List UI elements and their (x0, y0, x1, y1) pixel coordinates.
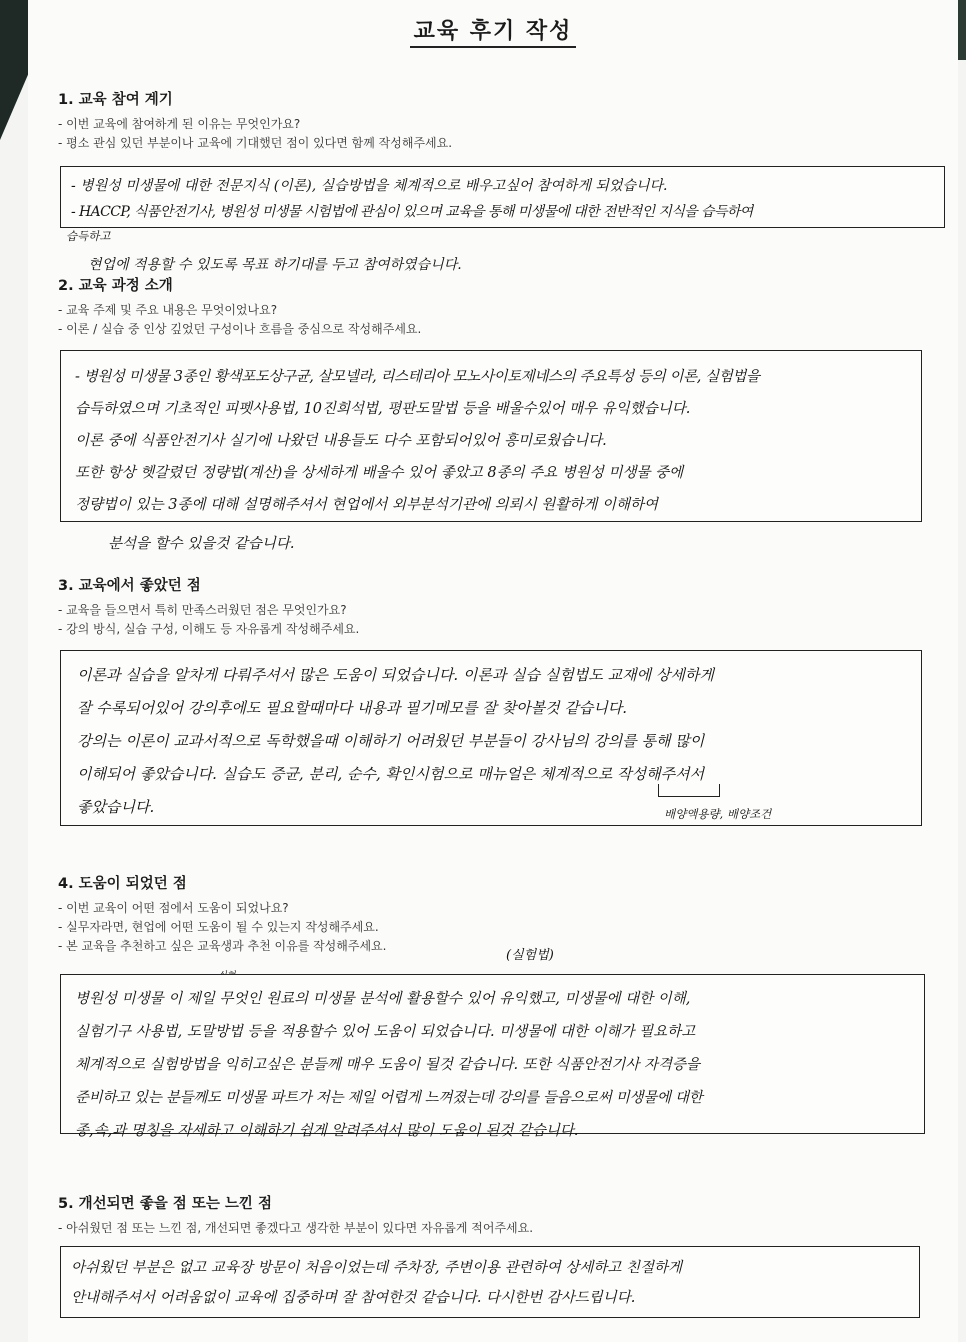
section-4-hint-3: - 본 교육을 추천하고 싶은 교육생과 추천 이유를 작성해주세요. (58, 939, 387, 953)
section-5-answer-line-1: 아쉬웠던 부분은 없고 교육장 방문이 처음이었는데 주차장, 주변이용 관련하여 상세하고 친절하게 (71, 1260, 682, 1276)
section-1-title: 1. 교육 참여 계기 (58, 92, 173, 108)
section-5-hint-1: - 아쉬웠던 점 또는 느낀 점, 개선되면 좋겠다고 생각한 부분이 있다면 자유롭게 적어주세요. (58, 1221, 534, 1235)
section-3-hint-2: - 강의 방식, 실습 구성, 이해도 등 자유롭게 작성해주세요. (58, 622, 360, 636)
section-2-answer-line-6: 분석을 할수 있을것 같습니다. (108, 536, 295, 552)
section-2-answer-line-1: - 병원성 미생물 3종인 황색포도상구균, 살모넬라, 리스테리아 모노사이토제네스의 주요특성 등의 이론, 실험법을 (75, 369, 760, 385)
section-3-answer-line-3: 강의는 이론이 교과서적으로 독학했을때 이해하기 어려웠던 부분들이 강사님의 강의를 통해 많이 (77, 732, 705, 750)
section-4-hint-1: - 이번 교육이 어떤 점에서 도움이 되었나요? (58, 901, 289, 915)
section-2-answer-box (60, 350, 922, 522)
section-2-answer-line-5: 정량법이 있는 3종에 대해 설명해주셔서 현업에서 외부분석기관에 의뢰시 원활하게 이해하여 (75, 497, 658, 513)
section-5-title: 5. 개선되면 좋을 점 또는 느낀 점 (58, 1196, 272, 1212)
section-5-answer-box (60, 1246, 920, 1318)
section-3-answer-line-2: 잘 수록되어있어 강의후에도 필요할때마다 내용과 필기메모를 잘 찾아볼것 같습니다. (77, 699, 628, 717)
page-title-text: 교육 후기 작성 (410, 19, 577, 48)
section-1-hint-2: - 평소 관심 있던 부분이나 교육에 기대했던 점이 있다면 함께 작성해주세요. (58, 136, 453, 150)
section-4-answer-line-2: 실험기구 사용법, 도말방법 등을 적용할수 있어 도움이 되었습니다. 미생물에 대한 이해가 필요하고 (75, 1024, 696, 1040)
section-3 (58, 574, 938, 639)
section-1-answer-line-2: - HACCP, 식품안전기사, 병원성 미생물 시험법에 관심이 있으며 교육을 통해 미생물에 대한 전반적인 지식을 습득하여 (71, 204, 753, 220)
section-1 (58, 88, 938, 153)
section-5 (58, 1192, 938, 1238)
section-3-answer-line-4: 이해되어 좋았습니다. 실습도 증균, 분리, 순수, 확인시험으로 매뉴얼은 체계적으로 작성해주셔서 (77, 765, 705, 783)
section-1-answer-line-3: 현업에 적용할 수 있도록 목표 하기대를 두고 참여하였습니다. (88, 257, 462, 273)
section-5-answer-line-2: 안내해주셔서 어려움없이 교육에 집중하며 잘 참여한것 같습니다. 다시한번 감사드립니다. (71, 1290, 636, 1306)
section-3-title: 3. 교육에서 좋았던 점 (58, 578, 201, 594)
section-4-answer-line-1: 병원성 미생물 이 제일 무엇인 원료의 미생물 분석에 활용할수 있어 유익했고, 미생물에 대한 이해, (75, 991, 691, 1007)
section-2-answer-line-3: 이론 중에 식품안전기사 실기에 나왔던 내용들도 다수 포함되어있어 흥미로웠습니다. (75, 433, 607, 449)
section-1-answer-line-1: - 병원성 미생물에 대한 전문지식 (이론), 실습방법을 체계적으로 배우고싶어 참여하게 되었습니다. (71, 178, 668, 194)
section-1-answer-box (60, 166, 945, 228)
section-3-hint-1: - 교육을 들으면서 특히 만족스러웠던 점은 무엇인가요? (58, 603, 347, 617)
section-1-margin-note: 습득하고 (66, 229, 111, 243)
section-3-answer-line-5: 좋았습니다. (77, 798, 155, 816)
section-3-answer-line-1: 이론과 실습을 알차게 다뤄주셔서 많은 도움이 되었습니다. 이론과 실습 실험법도 교재에 상세하게 (77, 666, 714, 684)
section-4-title: 4. 도움이 되었던 점 (58, 876, 187, 892)
section-2 (58, 274, 938, 339)
section-3-answer-box (60, 650, 922, 826)
section-2-hint-2: - 이론 / 실습 중 인상 깊었던 구성이나 흐름을 중심으로 작성해주세요. (58, 322, 422, 336)
section-4-answer-line-3: 체계적으로 실험방법을 익히고싶은 분들께 매우 도움이 될것 같습니다. 또한 식품안전기사 자격증을 (75, 1057, 700, 1073)
section-3-note-bracket (658, 784, 720, 797)
page-title (28, 14, 958, 45)
section-2-title: 2. 교육 과정 소개 (58, 278, 173, 294)
section-2-answer-line-2: 습득하였으며 기초적인 피펫사용법, 10진희석법, 평판도말법 등을 배울수있어 매우 유익했습니다. (75, 401, 691, 417)
section-4-hint-2: - 실무자라면, 현업에 어떤 도움이 될 수 있는지 작성해주세요. (58, 920, 379, 934)
section-2-hint-1: - 교육 주제 및 주요 내용은 무엇이었나요? (58, 303, 278, 317)
review-form-page (28, 0, 958, 1342)
section-3-answer-note: 배양액용량, 배양조건 (664, 807, 772, 821)
section-1-hint-1: - 이번 교육에 참여하게 된 이유는 무엇인가요? (58, 117, 301, 131)
section-4 (58, 872, 938, 956)
section-4-answer-line-4: 준비하고 있는 분들께도 미생물 파트가 저는 제일 어렵게 느껴졌는데 강의를 들음으로써 미생물에 대한 (75, 1090, 703, 1106)
section-4-answer-note: (실험법) (506, 948, 554, 963)
section-4-answer-box (60, 974, 925, 1139)
section-2-answer-line-4: 또한 항상 헷갈렸던 정량법(계산)을 상세하게 배울수 있어 좋았고 8종의 주요 병원성 미생물 중에 (75, 465, 684, 481)
section-4-answer-line-5: 종,속,과 명칭을 자세하고 이해하기 쉽게 알려주셔서 많이 도움이 된것 같습니다. (75, 1123, 579, 1139)
